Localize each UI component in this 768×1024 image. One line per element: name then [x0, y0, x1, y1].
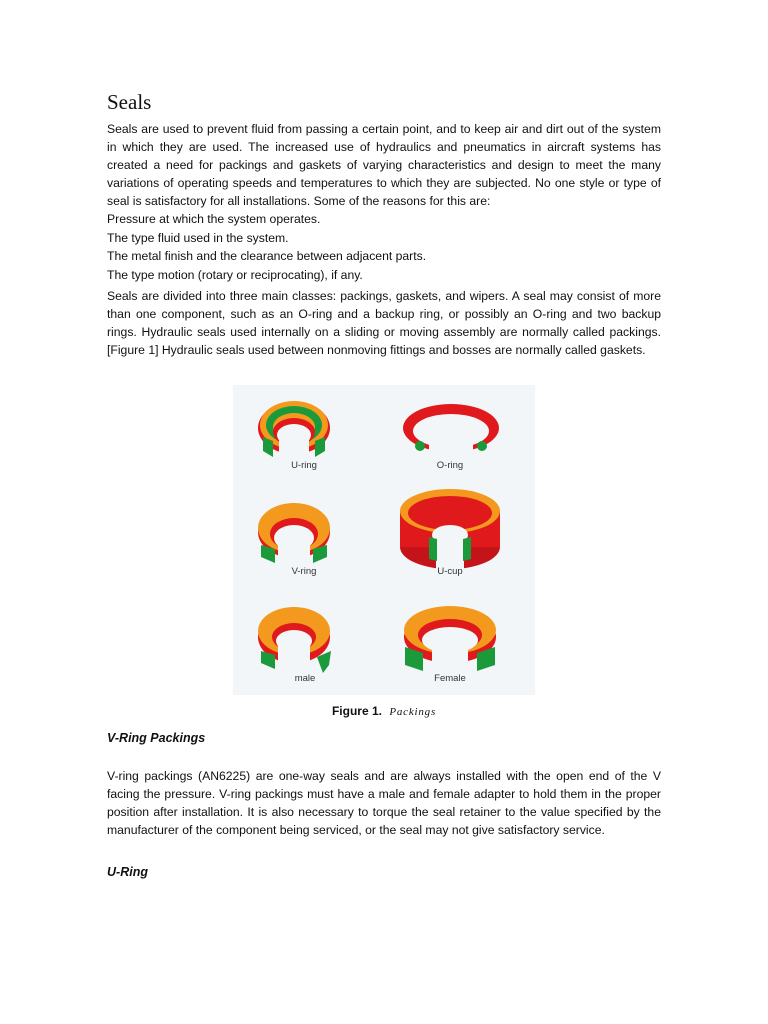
figure-label: V-ring: [291, 566, 317, 577]
page-title: Seals: [107, 90, 152, 114]
packings-figure: [233, 385, 535, 695]
figure-caption-text: Packings: [389, 706, 437, 718]
o-ring-graphic: [403, 404, 499, 455]
reason-item: The metal finish and the clearance between adjacent parts.: [107, 249, 427, 263]
figure-label: O-ring: [436, 460, 464, 471]
document-content: [107, 88, 661, 881]
packings-illustration: [233, 385, 535, 695]
figure-caption-label: Figure 1.: [331, 704, 382, 718]
figure-label: U-cup: [437, 566, 463, 577]
reason-item: Pressure at which the system operates.: [107, 212, 321, 226]
figure-label: U-ring: [291, 460, 317, 471]
u-cup-graphic: [400, 489, 500, 571]
figure-label: Female: [434, 673, 466, 684]
v-ring-paragraph: V-ring packings (AN6225) are one-way seals and are always installed with the open end of the V facing the pressure. V-ring packings must have a male and female adapter to hold them in the proper position after installation. It is also necessary to torque the seal retainer to the value specified by the manufacturer of the component being serviced, or the seal may not give satisfactory service.: [107, 769, 661, 837]
u-ring-graphic: [258, 401, 330, 457]
classes-paragraph: Seals are divided into three main classes: packings, gaskets, and wipers. A seal may consist of more than one component, such as an O-ring and a backup ring, or possibly an O-ring and two backup rings. Hydraulic seals used internally on a sliding or moving assembly are normally called packings. [Figure 1] Hydraulic seals used between nonmoving fittings and bosses are normally called gaskets.: [107, 289, 661, 357]
male-adapter-graphic: [258, 607, 331, 675]
section-heading-v-ring: V-Ring Packings: [107, 731, 206, 745]
v-ring-graphic: [258, 503, 330, 565]
figure-caption: [107, 703, 661, 720]
female-adapter-graphic: [404, 606, 496, 675]
intro-paragraph: Seals are used to prevent fluid from passing a certain point, and to keep air and dirt out of the system in which they are used. The increased use of hydraulics and pneumatics in aircraft systems has created a need for packings and gaskets of varying characteristics and design to meet the many variations of operating speeds and temperatures to which they are subjected. No one style or type of seal is satisfactory for all installations. Some of the reasons for this are:: [107, 122, 661, 208]
reason-item: The type fluid used in the system.: [107, 230, 289, 245]
figure-label: male: [294, 673, 316, 684]
section-heading-u-ring: U-Ring: [107, 865, 148, 879]
reason-item: The type motion (rotary or reciprocating), if any.: [107, 267, 363, 282]
